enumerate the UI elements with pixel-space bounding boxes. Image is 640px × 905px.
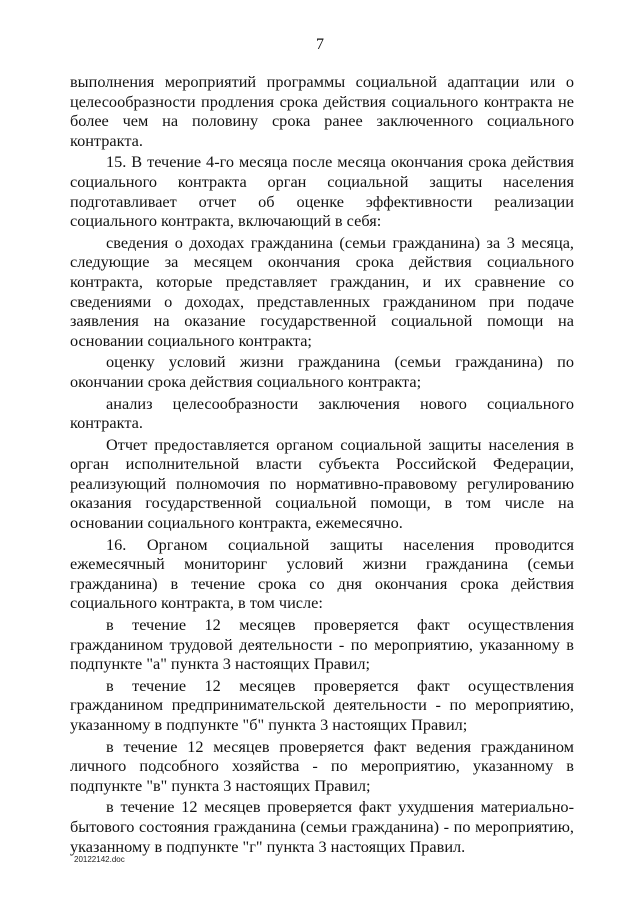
paragraph-new-contract-analysis: анализ целесообразности заключения нового социального контракта. (70, 393, 574, 433)
page-number: 7 (316, 36, 324, 53)
paragraph-living-conditions: оценку условий жизни гражданина (семьи гражданина) по окончании срока действия социального контракта; (70, 352, 574, 391)
paragraph-item-15: 15. В течение 4-го месяца после месяца окончания срока действия социального контракта орган социальной защиты населения подготавливает отчет об оценке эффективности реализации социального контракта, включающий в себя: (70, 152, 574, 231)
paragraph-continuation: выполнения мероприятий программы социальной адаптации или о целесообразности продления срока действия социального контракта не более чем на половину срока ранее заключенного социального контракта. (70, 72, 574, 150)
paragraph-household-check: в течение 12 месяцев проверяется факт ведения гражданином личного подсобного хозяйства - по мероприятию, указанному в подпункте "в" пункта 3 настоящих Правил; (70, 736, 574, 795)
footer-filename: 20122142.doc (74, 855, 125, 864)
paragraph-labor-check: в течение 12 месяцев проверяется факт осуществления гражданином трудовой деятельности - по мероприятию, указанному в подпункте "а" пункта 3 настоящих Правил; (70, 615, 574, 674)
paragraph-report-submission: Отчет предоставляется органом социальной защиты населения в орган исполнительной власти субъекта Российской Федерации, реализующий полномочия по нормативно-правовому регулированию оказания государственной социальной помощи, в том числе на основании социального контракта, ежемесячно. (70, 434, 574, 533)
paragraph-material-check: в течение 12 месяцев проверяется факт ухудшения материально-бытового состояния гражданина (семьи гражданина) - по мероприятию, указанному в подпункте "г" пункта 3 настоящих Правил. (70, 797, 574, 856)
paragraph-income-info: сведения о доходах гражданина (семьи гражданина) за 3 месяца, следующие за месяцем окончания срока действия социального контракта, которые представляет гражданин, и их сравнение со сведениями о доходах, представленных гражданином при подаче заявления на оказание государственной социальной помощи на основании социального контракта; (70, 232, 574, 350)
paragraph-business-check: в течение 12 месяцев проверяется факт осуществления гражданином предпринимательской деятельности - по мероприятию, указанному в подпункте "б" пункта 3 настоящих Правил; (70, 675, 574, 734)
document-body (70, 72, 574, 856)
paragraph-item-16: 16. Органом социальной защиты населения проводится ежемесячный мониторинг условий жизни гражданина (семьи гражданина) в течение срока со дня окончания срока действия социального контракта, в том числе: (70, 534, 574, 613)
